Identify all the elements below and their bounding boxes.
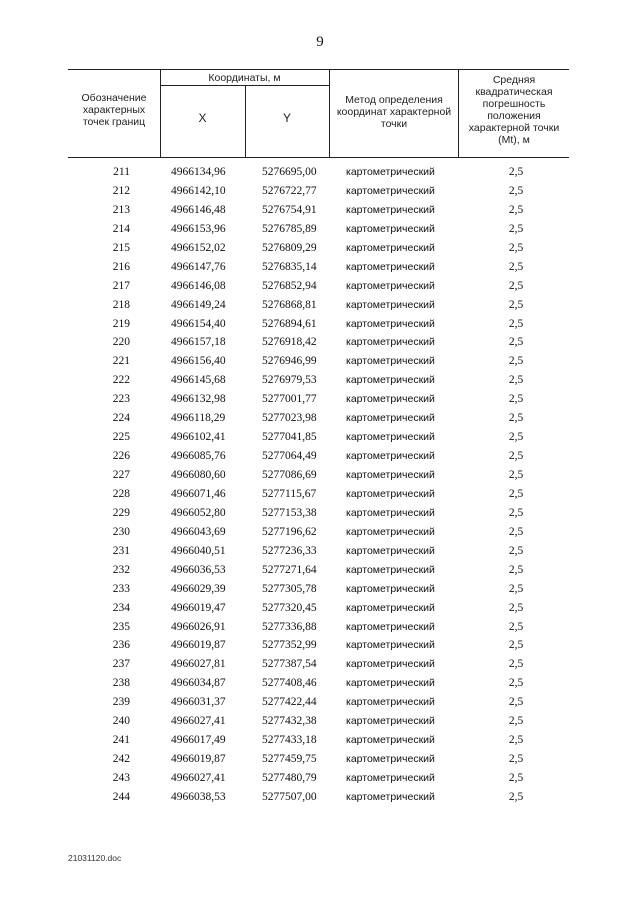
y-coordinate: 5277408,46 [262,677,317,690]
y-coordinate: 5277196,62 [262,525,317,538]
error-value: 2,5 [508,166,524,178]
error-value: 2,5 [508,355,524,368]
point-id: 211 [113,166,130,178]
y-coordinate: 5277459,75 [262,753,317,766]
table-row [68,333,568,352]
table-row [68,674,568,693]
method: картометрический [346,393,435,406]
col-header-coordinates: Координаты, м [208,72,281,84]
x-coordinate: 4966038,53 [171,790,226,803]
method: картометрический [346,317,435,330]
method: картометрический [346,544,435,557]
y-coordinate: 5277352,99 [262,639,317,652]
table-row [68,220,568,239]
error-value: 2,5 [508,601,524,614]
y-coordinate: 5276868,81 [262,298,317,311]
col-header-designation: Обозначение характерных точек границ [81,92,147,128]
col-header-y: Y [282,111,291,125]
error-value: 2,5 [508,525,524,538]
error-value: 2,5 [508,412,524,425]
error-value: 2,5 [508,639,524,652]
method: картометрический [346,487,435,500]
point-id: 217 [112,279,130,292]
method: картометрический [346,374,435,387]
method: картометрический [346,469,435,481]
y-coordinate: 5277387,54 [262,658,317,671]
table-row [68,561,568,580]
error-value: 2,5 [508,620,524,633]
method: картометрический [346,734,435,747]
point-id: 224 [112,412,130,425]
error-value: 2,5 [508,336,524,349]
method: картометрический [346,412,435,425]
error-value: 2,5 [508,658,524,671]
point-id: 220 [112,336,130,349]
y-coordinate: 5277153,38 [262,506,317,519]
y-coordinate: 5277271,64 [262,563,317,576]
x-coordinate: 4966153,96 [171,222,226,235]
error-value: 2,5 [508,241,524,254]
method: картометрический [346,677,435,690]
y-coordinate: 5277320,45 [262,601,317,614]
error-value: 2,5 [508,734,524,747]
page-number: 9 [316,34,324,50]
y-coordinate: 5277336,88 [262,620,317,633]
table-row [68,599,568,618]
y-coordinate: 5277305,78 [262,582,317,595]
error-value: 2,5 [508,298,524,311]
x-coordinate: 4966154,40 [171,317,226,330]
method: картометрический [346,563,435,576]
x-coordinate: 4966118,29 [171,412,226,425]
point-id: 221 [112,355,130,368]
x-coordinate: 4966034,87 [171,677,226,690]
point-id: 218 [112,298,130,311]
y-coordinate: 5276785,89 [262,222,317,235]
method: картометрический [346,450,435,463]
point-id: 236 [112,639,130,652]
y-coordinate: 5277086,69 [262,469,317,481]
error-value: 2,5 [508,753,524,766]
col-header-error: Средняя квадратическая погрешность положения характерной точки (Mt), м [468,74,560,146]
method: картометрический [346,601,435,614]
table-row [68,239,568,258]
x-coordinate: 4966019,87 [171,753,226,766]
table-row [68,485,568,504]
method: картометрический [346,639,435,652]
table-row [68,390,568,409]
table-row [68,731,568,750]
table-row [68,315,568,334]
x-coordinate: 4966156,40 [171,355,226,368]
x-coordinate: 4966027,81 [171,658,226,671]
method: картометрический [346,658,435,671]
table-row [68,409,568,428]
method: картометрический [346,241,435,254]
table-row [68,712,568,731]
error-value: 2,5 [508,184,524,197]
table-row [68,371,568,390]
y-coordinate: 5277236,33 [262,544,317,557]
point-id: 241 [112,734,130,747]
method: картометрический [346,260,435,273]
x-coordinate: 4966134,96 [171,166,226,178]
method: картометрический [346,715,435,728]
table-row [68,636,568,655]
x-coordinate: 4966132,98 [171,393,226,406]
method: картометрический [346,222,435,235]
error-value: 2,5 [508,317,524,330]
error-value: 2,5 [508,563,524,576]
table-row [68,523,568,542]
point-id: 234 [112,601,130,614]
table-row [68,618,568,637]
table-row [68,258,568,277]
x-coordinate: 4966146,08 [171,279,226,292]
y-coordinate: 5277507,00 [262,790,317,803]
col-header-x: X [198,111,207,125]
point-id: 222 [112,374,130,387]
table-row [68,201,568,220]
x-coordinate: 4966157,18 [171,336,226,349]
y-coordinate: 5277041,85 [262,431,317,444]
x-coordinate: 4966147,76 [171,260,226,273]
x-coordinate: 4966152,02 [171,241,226,254]
x-coordinate: 4966040,51 [171,544,226,557]
y-coordinate: 5276918,42 [262,336,317,349]
footer-filename: 21031120.doc [68,853,122,863]
point-id: 235 [112,620,130,633]
y-coordinate: 5277433,18 [262,734,317,747]
x-coordinate: 4966029,39 [171,582,226,595]
x-coordinate: 4966043,69 [171,525,226,538]
table-row [68,693,568,712]
point-id: 242 [112,753,130,766]
method: картометрический [346,525,435,538]
error-value: 2,5 [508,431,524,444]
x-coordinate: 4966142,10 [171,184,226,197]
table-row [68,788,568,807]
x-coordinate: 4966080,60 [171,469,226,481]
error-value: 2,5 [508,487,524,500]
point-id: 215 [112,241,130,254]
y-coordinate: 5277422,44 [262,696,317,709]
col-header-method: Метод определения координат характерной точки [336,94,452,130]
point-id: 243 [112,772,130,784]
x-coordinate: 4966149,24 [171,298,226,311]
error-value: 2,5 [508,393,524,406]
y-coordinate: 5277023,98 [262,412,317,425]
x-coordinate: 4966017,49 [171,734,226,747]
error-value: 2,5 [508,544,524,557]
error-value: 2,5 [508,582,524,595]
point-id: 226 [112,450,130,463]
table-row [68,182,568,201]
error-value: 2,5 [508,450,524,463]
table-row [68,428,568,447]
table-row [68,352,568,371]
x-coordinate: 4966036,53 [171,563,226,576]
method: картометрический [346,203,435,216]
point-id: 240 [112,715,130,728]
y-coordinate: 5276722,77 [262,184,317,197]
x-coordinate: 4966102,41 [171,431,226,444]
y-coordinate: 5276754,91 [262,203,317,216]
method: картометрический [346,753,435,766]
table-row [68,655,568,674]
error-value: 2,5 [508,260,524,273]
y-coordinate: 5276695,00 [262,166,317,178]
x-coordinate: 4966019,47 [171,601,226,614]
table-row [68,542,568,561]
error-value: 2,5 [508,696,524,709]
error-value: 2,5 [508,222,524,235]
method: картометрический [346,772,435,784]
method: картометрический [346,298,435,311]
method: картометрический [346,790,435,803]
point-id: 212 [112,184,130,197]
y-coordinate: 5276946,99 [262,355,317,368]
point-id: 233 [112,582,130,595]
x-coordinate: 4966019,87 [171,639,226,652]
table-row [68,466,568,485]
table-row [68,277,568,296]
point-id: 232 [112,563,130,576]
table-row [68,769,568,788]
x-coordinate: 4966071,46 [171,487,226,500]
error-value: 2,5 [508,506,524,519]
method: картометрический [346,355,435,368]
y-coordinate: 5277480,79 [262,772,317,784]
point-id: 214 [112,222,130,235]
point-id: 231 [112,544,130,557]
point-id: 244 [112,790,130,803]
method: картометрический [346,336,435,349]
point-id: 229 [112,506,130,519]
y-coordinate: 5276894,61 [262,317,317,330]
point-id: 223 [112,393,130,406]
x-coordinate: 4966085,76 [171,450,226,463]
y-coordinate: 5276979,53 [262,374,317,387]
point-id: 227 [112,469,130,481]
table-row [68,447,568,466]
error-value: 2,5 [508,772,524,784]
point-id: 228 [112,487,130,500]
table-row [68,504,568,523]
error-value: 2,5 [508,469,524,481]
error-value: 2,5 [508,374,524,387]
y-coordinate: 5277064,49 [262,450,317,463]
point-id: 216 [112,260,130,273]
error-value: 2,5 [508,677,524,690]
table-row [68,750,568,769]
point-id: 219 [112,317,130,330]
method: картометрический [346,620,435,633]
error-value: 2,5 [508,715,524,728]
point-id: 239 [112,696,130,709]
x-coordinate: 4966027,41 [171,772,226,784]
y-coordinate: 5276852,94 [262,279,317,292]
y-coordinate: 5277432,38 [262,715,317,728]
point-id: 225 [112,431,130,444]
point-id: 238 [112,677,130,690]
point-id: 213 [112,203,130,216]
error-value: 2,5 [508,279,524,292]
x-coordinate: 4966146,48 [171,203,226,216]
method: картометрический [346,279,435,292]
point-id: 230 [112,525,130,538]
y-coordinate: 5277001,77 [262,393,317,406]
x-coordinate: 4966052,80 [171,506,226,519]
method: картометрический [346,184,435,197]
method: картометрический [346,166,435,178]
table-row [68,163,568,182]
y-coordinate: 5277115,67 [262,487,317,500]
y-coordinate: 5276809,29 [262,241,317,254]
table-body [68,163,568,807]
x-coordinate: 4966145,68 [171,374,226,387]
x-coordinate: 4966026,91 [171,620,226,633]
method: картометрический [346,506,435,519]
x-coordinate: 4966027,41 [171,715,226,728]
error-value: 2,5 [508,790,524,803]
table-row [68,296,568,315]
point-id: 237 [112,658,130,671]
y-coordinate: 5276835,14 [262,260,317,273]
method: картометрический [346,582,435,595]
method: картометрический [346,696,435,709]
error-value: 2,5 [508,203,524,216]
table-row [68,580,568,599]
x-coordinate: 4966031,37 [171,696,226,709]
method: картометрический [346,431,435,444]
